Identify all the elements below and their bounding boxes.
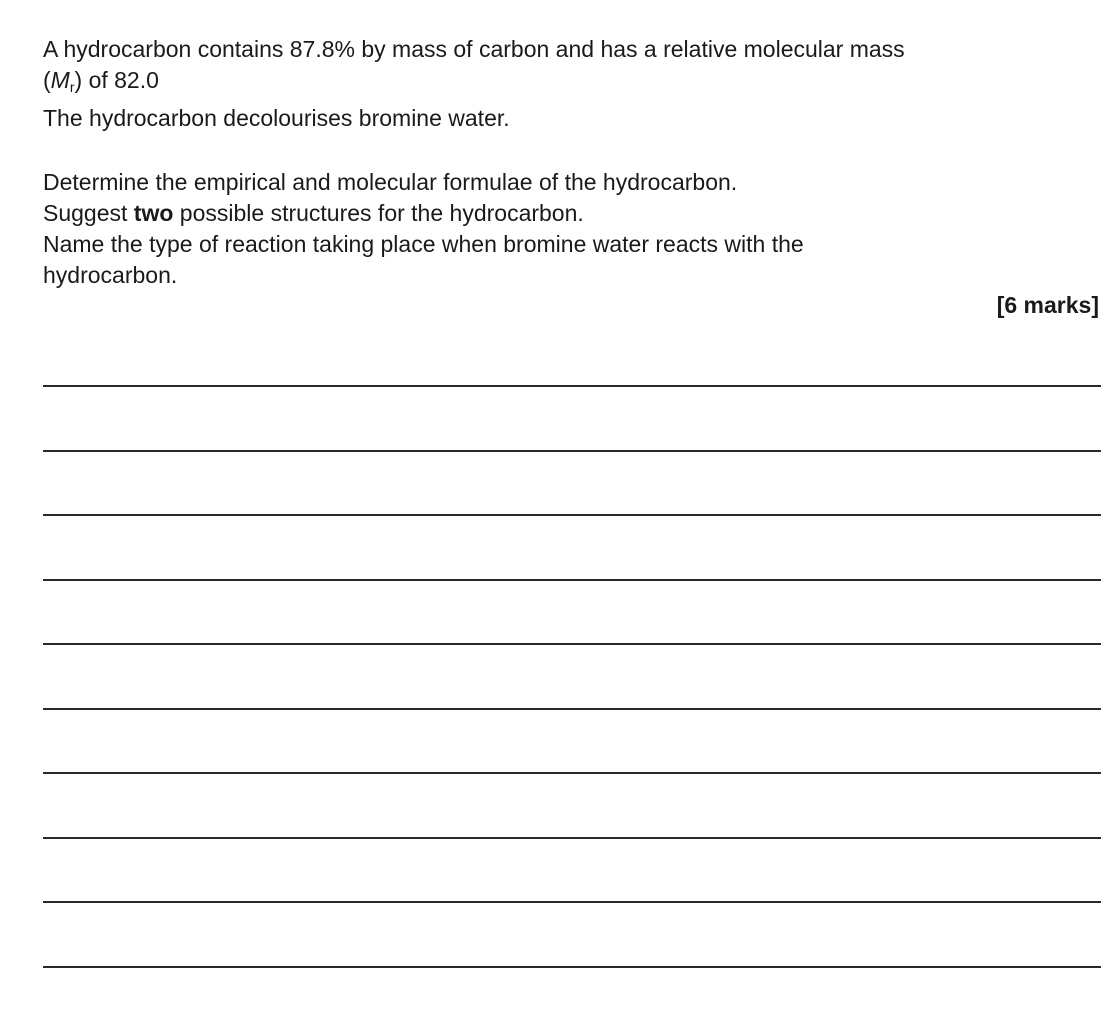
question-line-mr bbox=[43, 65, 1101, 103]
answer-line[interactable] bbox=[43, 450, 1101, 515]
question-line-3: The hydrocarbon decolourises bromine water. bbox=[43, 103, 1101, 134]
answer-line[interactable] bbox=[43, 385, 1101, 450]
answer-line[interactable] bbox=[43, 708, 1101, 773]
answer-line[interactable] bbox=[43, 837, 1101, 902]
answer-line[interactable] bbox=[43, 772, 1101, 837]
question-line-1: A hydrocarbon contains 87.8% by mass of carbon and has a relative molecular mass bbox=[43, 34, 1101, 65]
question-line-6: Name the type of reaction taking place when bromine water reacts with the bbox=[43, 229, 1101, 260]
paragraph-gap bbox=[43, 134, 1101, 167]
marks-label: [6 marks] bbox=[997, 290, 1099, 321]
line5-post: possible structures for the hydrocarbon. bbox=[173, 200, 583, 226]
question-line-7: hydrocarbon. bbox=[43, 260, 1101, 291]
answer-line[interactable] bbox=[43, 643, 1101, 708]
question-line-4: Determine the empirical and molecular formulae of the hydrocarbon. bbox=[43, 167, 1101, 198]
answer-line[interactable] bbox=[43, 966, 1101, 1030]
mr-open: ( bbox=[43, 67, 51, 93]
answer-area[interactable] bbox=[43, 385, 1101, 1030]
question-text bbox=[43, 34, 1101, 291]
question-line-5 bbox=[43, 198, 1101, 229]
line5-pre: Suggest bbox=[43, 200, 134, 226]
mr-symbol: M bbox=[51, 67, 70, 93]
mr-subscript: r bbox=[70, 79, 75, 95]
answer-line[interactable] bbox=[43, 901, 1101, 966]
answer-line[interactable] bbox=[43, 514, 1101, 579]
answer-line[interactable] bbox=[43, 579, 1101, 644]
mr-value: ) of 82.0 bbox=[75, 67, 159, 93]
line5-bold: two bbox=[134, 200, 174, 226]
